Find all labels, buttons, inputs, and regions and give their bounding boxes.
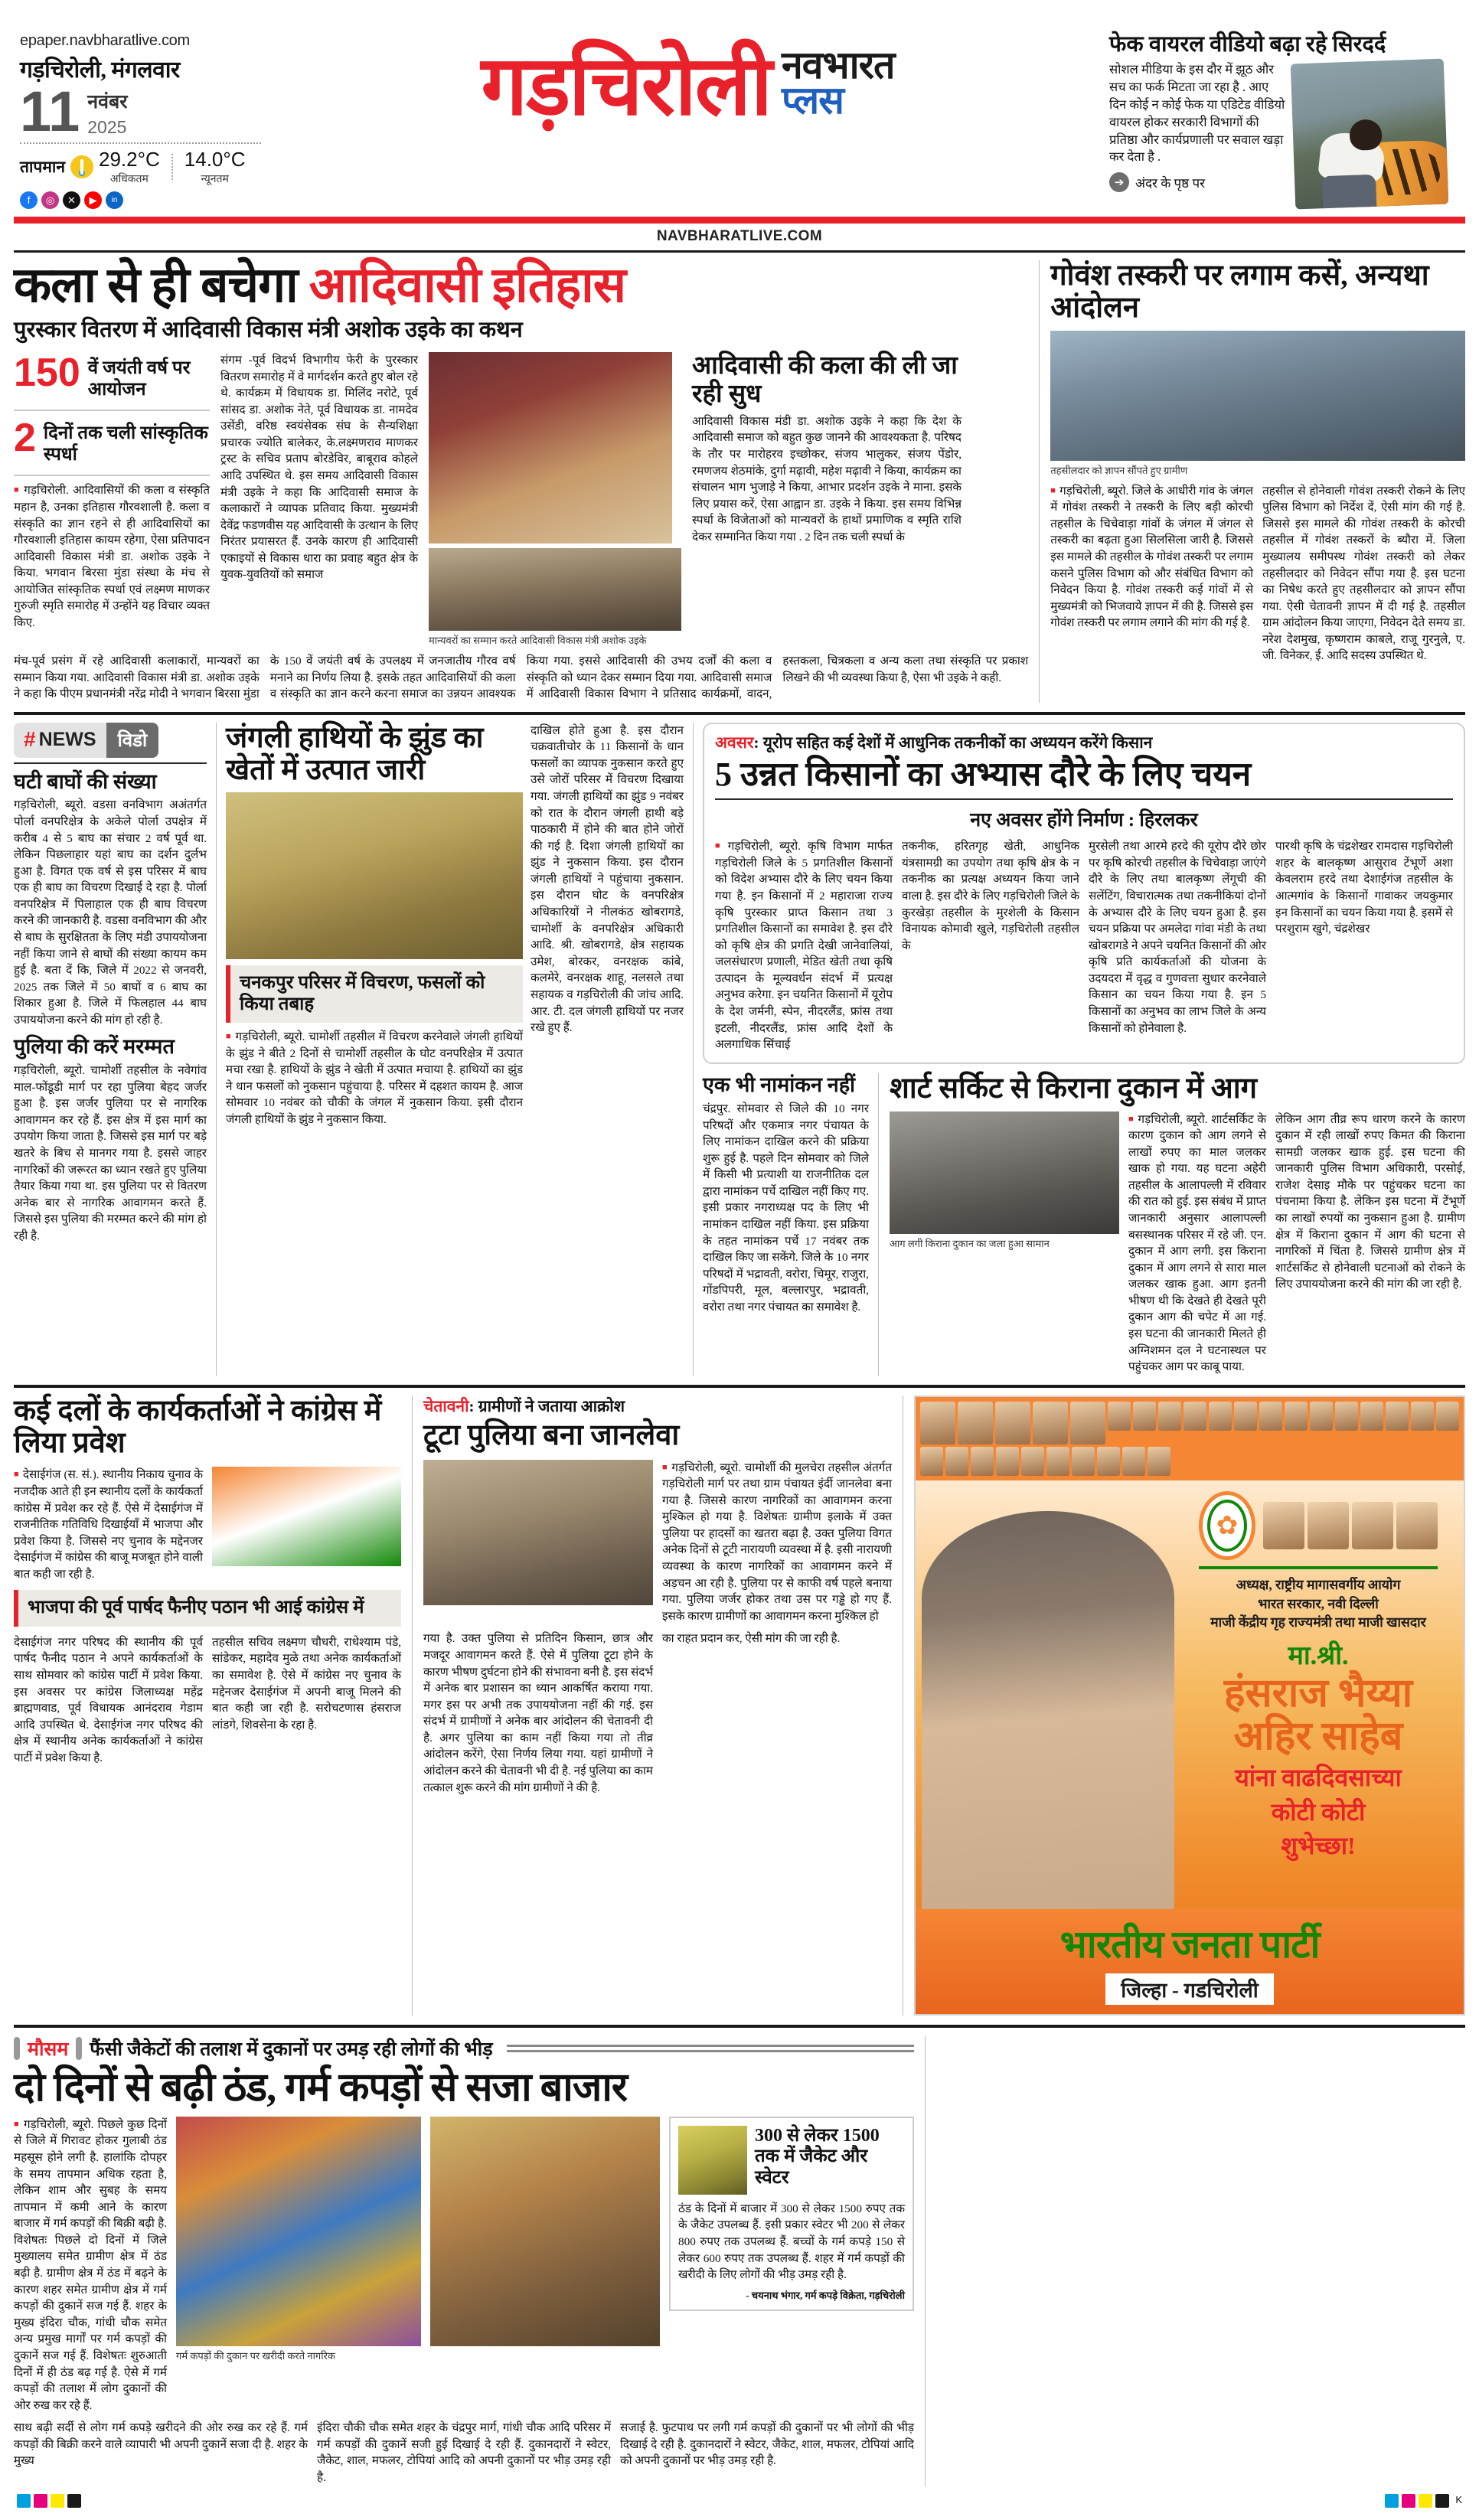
lead-column-3: मंच-पूर्व प्रसंग में रहे आदिवासी कलाकारों, मान्यवरों का सम्मान किया गया. आदिवासी विकास मंत्री डा. अशोक उइके ने कहा कि पीएम प्रधानमंत्री नरेंद्र मोदी ने भगवान बिरसा मुंडा के 150 वें जयंती वर्ष के उपलक्ष्य में जनजातीय गौरव वर्ष मनाने का निर्णय लिया है. इसके तहत आदिवासियों की कला व संस्कृति का ज्ञान करने करना समाज का उन्नयन आवश्यक किया गया. इससे आदिवासी की उभय दर्जों की कला व संस्कृति को ध्यान देकर सम्मान दिया गया. आदिवासी समाज में आदिवासी विकास विभाग ने प्रतिसाद कार्यक्रमों, वादन, हस्तकला, चित्रकला व अन्य कला तथा संस्कृति पर प्रकाश लिखने की भी व्यवस्था किया है, ऐसा भी उइके ने कही.: [14, 654, 1029, 701]
news-video-body: गड़चिरोली, ब्यूरो. वडसा वनविभाग अअंतर्गत पोर्ला वनपरिक्षेत्र के अकेले पोर्ला उपक्षेत्र में करीब 4 से 5 बाघ का संचार 2 वर्ष पूर्व था. लेकिन पिछलाहार यहां बाघ का दर्शन दुर्लभ हुआ है. विगत एक वर्ष से इस परिसर में बाघ एक ही बाघ का विचरण दिखाई दे रहा है. पोर्ला वनपरिक्षेत्र में पिलाहाल एक ही बाघ विचरण करने की जानकारी है. वडसा वनविभाग की और से बाघ के सुरक्षितता के लिए मंडी उपाययोजना नहीं किया जाने से बाघों की संख्या कायम कम हुई है. बता दें कि, जिले में 2022 से जनवरी, 2025 तक जिले में 50 बाघों व 6 बाघ का शिकार हुआ है. जिले में फिलहाल 44 बाघ उपाययोजना करने की मांग हो रही है.: [14, 798, 207, 1027]
price-box: [669, 2117, 914, 2414]
fire-col2: लेकिन आग तीव्र रूप धारण करने के कारण दुकान में रही लाखों रुपए किमत की किराना सामग्री जलकर खाक हुई. इस घटना की जानकारी पुलिस विभाग अधिकारी, परसोई, राजेश देसाइ मौके पर पहुंचकर घटना का पंचनामा किया है. लेकिन इस घटना में टेंभूर्णे का लाखों रुपयों का नुकसान हुआ है. ग्रामीण क्षेत्र में किराना दुकान में आग की घटना से नागरिकों में चिंता है. जिससे ग्रामीण क्षेत्र में शार्टसर्किट से होनेवाली घटनाओं को रोकने के लिए उपाययोजना करने की मांग की जा रही है.: [1275, 1112, 1465, 1291]
leader-thumb: [1386, 1402, 1409, 1431]
local-leader-thumb: [1396, 1502, 1438, 1549]
stat-number: 150: [14, 350, 80, 395]
lotus-icon: [1199, 1491, 1255, 1560]
lead-headline: [14, 260, 1028, 312]
date-day: 11: [20, 80, 80, 143]
elephant-col2-wrap: [523, 723, 684, 1376]
leader-thumb: [1209, 1402, 1232, 1431]
nomination-story: [703, 1073, 879, 1376]
farmers-col2: तकनीक, हरितगृह खेती, आधुनिक यंत्रसामग्री का उपयोग तथा कृषि क्षेत्र के न तकनीक का प्रत्यक्ष अध्ययन किया जाने वाला है. इस दौरे के लिए गड़चिरोली जिले के कुरखेड़ा तहसील के मुरशेली के किसान विनायक कोमावी खुले, गड़चिरोली तहसील के: [902, 840, 1079, 952]
right-middle-column: [703, 723, 1465, 1376]
lead-headline-black: कला से ही बचेगा: [14, 258, 309, 313]
masthead-logo: [266, 32, 1109, 132]
culvert-kicker: [423, 1395, 892, 1417]
bazaar-photo-block: [430, 2117, 660, 2414]
instagram-icon[interactable]: ◎: [41, 191, 59, 209]
leader-thumb: [1411, 1402, 1434, 1431]
temp-min-value: 14.0°C: [184, 148, 246, 171]
farmers-box: [703, 723, 1465, 1064]
stat-text: वें जयंती वर्ष पर आयोजन: [87, 357, 191, 400]
weather-tag: मौसम: [28, 2039, 69, 2060]
weather-kicker-row: [14, 2035, 914, 2061]
hash-icon: #: [24, 727, 36, 752]
leader-thumb: [1133, 1402, 1156, 1431]
page-footer: [14, 2486, 1465, 2520]
middle-band: [14, 715, 1465, 1376]
leader-thumb: [1360, 1402, 1383, 1431]
temp-max-value: 29.2°C: [99, 148, 160, 171]
cmyk-registration-marks-left: [17, 2494, 81, 2508]
local-leader-thumb: [1352, 1502, 1393, 1549]
leader-thumb: [1335, 1402, 1358, 1431]
leader-thumb: [1310, 1402, 1333, 1431]
masthead: [14, 0, 1465, 214]
jacket-photo: [678, 2126, 747, 2195]
cloth-shop-photo-block: [176, 2117, 421, 2414]
ad-designation-2: भारत सरकार, नवी दिल्ली: [1258, 1595, 1379, 1611]
facebook-icon[interactable]: f: [20, 191, 38, 209]
congress-callout: भाजपा की पूर्व पार्षद फैनीए पठान भी आई कांग्रेस में: [14, 1590, 401, 1626]
temp-max-label: अधिकतम: [109, 174, 149, 186]
leader-thumb: [1072, 1447, 1095, 1476]
farmers-kicker-red: अवसर: [715, 733, 754, 752]
temp-divider: [171, 154, 173, 180]
news-video-headline: घटी बाघों की संख्या: [14, 769, 157, 793]
thermometer-icon: [70, 155, 93, 178]
bar-icon-right: [76, 2037, 82, 2060]
ad-bottom-spill: [926, 2035, 1465, 2486]
memorandum-photo: [1050, 331, 1465, 461]
ad-party-name: भारतीय जनता पार्टी: [1059, 1922, 1320, 1966]
leader-thumb: [1108, 1402, 1131, 1431]
farmers-col4: पारथी कृषि के चंद्रशेखर रामदास गड़चिरोली शहर के बालकृष्ण आसुराव टेंभूर्णे अशा केवलराम हरदे तथा देशाईगंज तहसील के आत्मगांव के किसानों गावाकर जयकुमार इन किसानों का चयन किया गया है. इसमें से परशुराम खुगे, चंद्रशेखर: [1275, 840, 1453, 936]
weather-block: [20, 148, 266, 186]
temp-min-block: [184, 148, 246, 186]
date-month: नवंबर: [87, 91, 128, 113]
ad-main-body: [916, 1480, 1464, 1909]
farmers-subline: नए अवसर होंगे निर्माण : हिरलकर: [970, 810, 1198, 831]
congress-headline: कई दलों के कार्यकर्ताओं ने कांग्रेस में लिया प्रवेश: [14, 1394, 382, 1459]
leader-thumb: [1122, 1447, 1145, 1476]
temperature-label: तापमान: [20, 158, 65, 177]
leader-thumb: [1436, 1402, 1459, 1431]
logo-plus: प्लस: [781, 79, 844, 122]
culvert-col2: गया है. उक्त पुलिया से प्रतिदिन किसान, छात्र और मजदूर आवागमन करते हैं. ऐसे में पुलिया टूटा होने के कारण भीषण दुर्घटना होने की संभावना बनी है. इस संदर्भ में अनेक बार प्रशासन का ध्यान आकर्षित कराया गया. मगर इस पर अभी तक उपाययोजना नहीं की गई. इस संदर्भ में ग्रामीणों ने अनेक बार आंदोलन की चेतावनी दी है. अगर पुलिया का काम नहीं किया गया तो तीव्र आंदोलन करेंगे, ऐसा निर्णय लिया गया. यहां ग्रामीणों ने आंदोलन करने की चेतावनी भी दी है. नई पुलिया का काम तत्काल शुरू करने की मांग ग्रामीणों ने की है.: [423, 1632, 653, 1794]
man-with-tiger-photo: [1291, 59, 1449, 210]
bazaar-photo: [430, 2117, 660, 2346]
date-block: [20, 80, 266, 143]
twitter-x-icon[interactable]: ✕: [63, 191, 80, 209]
logo-navbharat: नवभारत: [781, 44, 895, 87]
elephant-story: [226, 723, 523, 1376]
leader-thumb: [1259, 1402, 1282, 1431]
news-tag: [14, 723, 106, 758]
promo-headline: फेक वायरल वीडियो बढ़ा रहे सिरदर्द: [1109, 32, 1386, 57]
lead-sidebar: [692, 352, 962, 647]
lead-subhead: पुरस्कार वितरण में आदिवासी विकास मंत्री अशोक उइके का कथन: [14, 317, 523, 342]
ad-wish-line3: शुभेच्छा!: [1281, 1832, 1356, 1860]
lead-column-2: संगम -पूर्व विदर्भ विभागीय फेरी के पुरस्कार वितरण समारोह में वे मार्गदर्शन करते हुए बोल रहे थे. कार्यक्रम में विधायक डा. मिलिंद नरोटे, पूर्व सांसद डा. अशोक नेते, पूर्व विधायक डा. नामदेव उसेंडी, वरिष्ठ स्वयंसेवक संघ के सैन्यशिक्षा प्रचारक ज्योति बालेकर, के.लक्ष्मणराव माणकर ट्रस्ट के सचिव प्रताप बोरडेविर, बाबूराव कोहले आदि उपस्थित थे. इस समय आदिवासी विकास मंत्री उइके ने कहा कि आदिवासी समाज के कलाकारों ने व्यापक प्रतिवाद किया. मुख्यमंत्री देवेंद्र फडणवीस यह आदिवासी के उत्थान के लिए निरंतर प्रयासरत हैं. उनके कारण ही आदिवासी एकाइयों से विकास धारा का प्रवाह बहुत क्षेत्र के युवक-युवतियों को समाज: [220, 353, 418, 582]
congress-story: [14, 1395, 412, 2016]
lead-photo-block: [429, 352, 681, 647]
lead-section: [14, 253, 1465, 703]
news-video-tag[interactable]: [14, 723, 158, 758]
farmers-kicker-rest: : यूरोप सहित कई देशों में आधुनिक तकनीकों का अध्ययन करेंगे किसान: [753, 733, 1153, 752]
leader-thumb: [1234, 1402, 1257, 1431]
farmers-headline: 5 उन्नत किसानों का अभ्यास दौरे के लिए चयन: [715, 755, 1252, 793]
leader-thumb: [996, 1447, 1019, 1476]
elephant-col1: ■ गड़चिरोली, ब्यूरो. चामोर्शी तहसील में विचरण करनेवाले जंगली हाथियों के झुंड ने बीते 2 दिनों से चामोर्शी तहसील के घोट वनपरिक्षेत्र में उत्पात मचा रखा है. हाथियों के झुंड ने खेती में उत्पात मचाया है. हाथियों का झुंड ने धान फसलों को नुकसान पहुंचाया है. परिसर में दहशत कायम है. आज सोमवार 10 नवंबर को चौकी के जंगल में नुकसान किया. इसी दौरान जंगली हाथियों के झुंड ने नुकसान किया.: [226, 1029, 523, 1128]
lead-main: [14, 260, 1039, 703]
fire-photo-caption: आग लगी किराना दुकान का जला हुआ सामान: [890, 1237, 1050, 1249]
weather-caption-1: गर्म कपड़ों की दुकान पर खरीदी करते नागरिक: [176, 2349, 335, 2362]
culvert-photo-block: [423, 1460, 653, 1625]
ad-divider: [1199, 1566, 1438, 1569]
ad-honorific: मा.श्री.: [1288, 1642, 1349, 1671]
leader-thumb: [1033, 1402, 1068, 1444]
culvert-repair-body: गड़चिरोली, ब्यूरो. चामोर्शी तहसील के नवेगांव माल-फोंडूडी मार्ग पर रहा पुलिया बेहद जर्जर हुआ है. इस जर्जर पुलिया पर से नागरिक आवागमन कर रहे हैं. इस क्षेत्र में इस मार्ग का उपयोग किया जाता है. जिससे इस मार्ग पर बड़े खतरे के बिच से मानगर गया है. इससे जाहर नागरिकों की जरूरत का ध्यान रखते हुए पुलिया तैयार किया गया था. इस पुलिया पर से वितरण अनेक बार से नागरिक आवागमन करते हैं. जिससे इस पुलिया की मरम्मत करने की मांग हो रही है.: [14, 1064, 207, 1242]
weather-col4: सजाई है. फुटपाथ पर लगी गर्म कपड़ों की दुकानों पर भी लोगों की भीड़ दिखाई दे रही है. दुकानदारों ने स्वेटर, जैकेट, शाल, मफलर, टोपियां आदि को अपनी दुकानों पर भीड़ उमड़ रही है.: [620, 2421, 914, 2468]
elephant-col2: दाखिल होते हुआ है. इस दौरान चक्रवातीचोर के 11 किसानों के धान फसलों का व्यापक नुकसान करते हुए उसे जोरों परिसर में विचरण दिखाया गया. जंगली हाथियों का झुंड 9 नवंबर को रात के दौरान जंगली हाथी बड़े पाठकारी में होने की बात होने जोरों की गई है. दिशा जंगली हाथियों का झुंड ने नुकसान किया. इस दौरान जंगली हाथियों ने पहुंचाया नुकसान. इस दौरान घोट के वनपरिक्षेत्र अधिकारियों ने नीलकंठ खोबरागडे, चामोर्शी के वनपरिक्षेत्र अधिकारी आदि. श्री. खोबरागडे, क्षेत्र सहायक उमेश, बोरकर, वनरक्षक कांबे, कलमेरे, वनरक्षक शाहू, नलसले तथा सहायक व गड़चिरोली की जांच आदि. आर. टी. दल जंगली हाथियों पर नजर रखे हुए हैं.: [531, 723, 684, 1035]
leader-thumb: [1046, 1447, 1069, 1476]
weather-kicker: फैंसी जैकेटों की तलाश में दुकानों पर उमड़ रही लोगों की भीड़: [90, 2039, 493, 2060]
culvert-story: [413, 1395, 903, 2016]
lead-headline-red: आदिवासी इतिहास: [309, 258, 626, 313]
promo-text: सोशल मीडिया के इस दौर में झूठ और सच का फर्क मिटता जा रहा है . आए दिन कोई न कोई फेक या एडिटेड वीडियो वायरल होकर सरकारी विभागों की प्रतिष्ठा और कार्यप्रणाली पर सवाल खड़ा कर देता है .: [1109, 62, 1285, 165]
linkedin-icon[interactable]: in: [106, 191, 123, 209]
leader-thumb: [995, 1402, 1030, 1444]
congress-dek: ■ देसाईगंज (स. सं.). स्थानीय निकाय चुनाव के नजदीक आते ही इन स्थानीय दलों के कार्यकर्ता कांग्रेस में प्रवेश कर रहे हैं. ऐसे में देसाईगंज में राजनीतिक गतिविधि दिखाईयाँ में भाजपा और प्रवेश किया है. जिससे नए चुनाव के मद्देनजर देसाईगंज में कांग्रेस की बाजू मजबूत होने वाली बात कही जा रही है.: [14, 1467, 203, 1582]
news-tag-label: NEWS: [38, 728, 96, 750]
lead-stats: [14, 352, 210, 647]
broken-culvert-photo: [423, 1460, 653, 1605]
cmyk-registration-marks-right: [1385, 2494, 1462, 2508]
fire-story: [879, 1073, 1465, 1376]
ad-leaders-strip: [916, 1397, 1464, 1480]
fire-headline: शार्ट सर्किट से किराना दुकान में आग: [890, 1072, 1257, 1105]
stat-text: दिनों तक चली सांस्कृतिक स्पर्धा: [43, 423, 208, 465]
leader-thumb: [920, 1447, 943, 1476]
promo-box[interactable]: [1109, 32, 1465, 207]
local-leader-thumb: [1308, 1502, 1349, 1549]
video-tag-label[interactable]: विडो: [106, 723, 159, 758]
leader-thumb: [1184, 1402, 1206, 1431]
promo-more-label[interactable]: अंदर के पृष्ठ पर: [1135, 175, 1206, 191]
date-year: 2025: [87, 117, 127, 138]
leader-thumb: [1070, 1402, 1105, 1444]
local-leader-thumb: [1263, 1502, 1304, 1549]
man-shape: [1317, 99, 1395, 208]
farmers-kicker: [715, 732, 1453, 753]
leader-thumb: [1148, 1447, 1170, 1476]
award-ceremony-photo: [429, 352, 672, 543]
stat-number: 2: [14, 416, 36, 461]
fire-photo-block: [890, 1111, 1119, 1376]
leader-thumb: [1285, 1402, 1308, 1431]
nomination-headline: एक भी नामांकन नहीं: [703, 1072, 856, 1096]
stat-item: [14, 417, 210, 468]
weather-market-section: [14, 2028, 1465, 2486]
ad-designation-1: अध्यक्ष, राष्ट्रीय मागासवर्गीय आयोग: [1236, 1576, 1401, 1592]
temp-min-label: न्यूनतम: [201, 174, 229, 186]
price-box-head: 300 से लेकर 1500 तक में जैकेट और स्वेटर: [755, 2125, 880, 2188]
leader-thumb: [958, 1402, 993, 1444]
weather-col2: साथ बढ़ी सर्दी से लोग गर्म कपड़े खरीदने की ओर रुख कर रहे हैं. गर्म कपड़ों की बिक्री करने वाले व्यापारी भी अपनी दुकानें सजा दी है. शहर के मुख्य: [14, 2421, 308, 2468]
lead-sidebar-body: आदिवासी विकास मंडी डा. अशोक उइके ने कहा कि देश के आदिवासी समाज को बहुत कुछ जानने की आवश्यकता है. परिषद के तौर पर मारोहरव इच्छोकर, संजय भालुकर, संजय पेंडोर, रमणजय शेठमांके, दुर्गा मढ़ावी, महेश मढ़ावी ने किया, कार्यक्रम का संचालन भाग भुजाड़े ने किया, आभार प्रदर्शन उइके ने माना. इसके लिए प्रयास करें, ऐसा आह्वान डा. उइके ने किया. इस समय विभिन्न स्पर्धा के विजेताओं को मान्यवरों के हाथों प्रमाणिक व स्मृति राशि देकर सम्मानित किया गया . 2 दिन तक चली स्पर्धा के: [692, 414, 962, 543]
lower-band: [14, 1388, 1465, 2016]
culvert-col3: का राहत प्रदान कर, ऐसी मांग की जा रही है.: [662, 1632, 841, 1646]
stat-item: [14, 352, 210, 403]
culvert-kicker-rest: : ग्रामीणों ने जताया आक्रोश: [469, 1396, 625, 1415]
ad-wish-line1: यांना वाढदिवसाच्या: [1235, 1764, 1402, 1792]
culvert-repair-headline: पुलिया की करें मरम्मत: [14, 1035, 175, 1059]
leader-thumb: [920, 1402, 955, 1444]
hansraj-ahir-portrait: [922, 1511, 1174, 1909]
fire-band: [703, 1073, 1465, 1376]
news-video-column: [14, 723, 207, 1376]
nomination-body: चंद्रपुर. सोमवार से जिले की 10 नगर परिषदों और एकमात्र नगर पंचायत के लिए नामांकन दाखिल करने की प्रक्रिया शुरू हुई है. पहले दिन सोमवार को जिले में किसी भी प्रत्याशी या राजनीतिक दल द्वारा नामांकन पर्चे दाखिल नहीं किए गए. इसी प्रकार नगराध्यक्ष पद के लिए भी नामांकन दाखिल नहीं किया. इस प्रक्रिया के तहत नामांकन पर्चे 17 नवंबर तक दाखिल किए जा सकेंगे. जिले के 10 नगर परिषदों में भद्रावती, वरोरा, चिमूर, राजुरा, गोंडपिपरी, मूल, बल्लारपुर, भद्रावती, वरोरा तथा नगर पंचायत का समावेश है.: [703, 1102, 869, 1314]
congress-col2: तहसील सचिव लक्ष्मण चौधरी, राधेश्याम पंडे, सांडेकर, महादेव मुळे तथा अनेक कार्यकर्ताओं का समावेश है. ऐसे में कांग्रेस नए चुनाव के मद्देनजर देसाईगंज में अपनी बाजू मिलने की बात कही जा रही है. सरोचटणास हंसराज लांडगे, शिवसेना के रहा है.: [212, 1635, 401, 1732]
weather-col1: ■ गड़चिरोली, ब्यूरो. पिछले कुछ दिनों से जिले में गिरावट होकर गुलाबी ठंड महसूस होने लगी है. हालांकि दोपहर के समय तापमान अधिक रहता है, लेकिन शाम और सुबह के समय तापमान में कमी आने के कारण बाजार में गर्म कपड़ों की बिक्री बढ़ी है. विशेषतः पिछले दो दिनों में जिले मुख्यालय समेत ग्रामीण क्षेत्र में ठंड बढ़ी है. ग्रामीण क्षेत्र में ठंड में बढ़ने के कारण शहर समेत ग्रामीण क्षेत्र में गर्म कपड़ों की दुकानें सज गई हैं. शहर के मुख्य इंदिरा चौक, गांधी चौक समेत अन्य प्रमुख मार्गों पर गर्म कपड़ों की दुकानें सज गई हैं. विशेषतः शुरुआती दिनों में ही ठंड बढ़ गई है. ऐसे में गर्म कपड़ों की तलाश में लोग दुकानों की ओर रुख कर रहे हैं.: [14, 2117, 167, 2414]
leader-thumb: [945, 1447, 968, 1476]
congress-flag-photo: [212, 1467, 401, 1566]
elephant-headline: जंगली हाथियों के झुंड का खेतों में उत्पात जारी: [226, 721, 484, 786]
haystack-field-photo: [226, 792, 523, 959]
right-top-caption: तहसीलदार को ज्ञापन सौंपते हुए ग्रामीण: [1050, 464, 1188, 476]
temp-max-block: [99, 148, 160, 186]
lead-sidebar-headline: आदिवासी की कला की ली जा रही सुध: [692, 351, 958, 408]
ad-district: जिल्हा - गडचिरोली: [1105, 1973, 1274, 2005]
fire-col1: ■ गड़चिरोली, ब्यूरो. शार्टसर्किट के कारण दुकान को आग लगने से लाखों रुपए का माल जलकर खाक हो गया. यह घटना अहेरी तहसील के आलापल्ली में रविवार की रात को हुई. इस संबंध में प्राप्त जानकारी अनुसार आलापल्ली बसस्थानक परिसर में रहे जी. एन. दुकान में आग लगी. इस किराना दुकान में आग लगने से सारा माल जलकर खाक हुआ. आग इतनी भीषण थी कि देखते ही देखते पूरी दुकान आग की चपेट में आ गई. इस घटना की जानकारी मिलते ही अग्निशमन दल ने घटनास्थल पर पहुंचकर आग पर काबू पाया.: [1128, 1111, 1266, 1376]
youtube-icon[interactable]: ▶: [84, 191, 102, 209]
ad-designation-3: माजी केंद्रीय गृह राज्यमंत्री तथा माजी खासदार: [1210, 1614, 1426, 1630]
weather-headline: दो दिनों से बढ़ी ठंड, गर्म कपड़ों से सजा बाजार: [14, 2065, 628, 2110]
burnt-shop-photo: [890, 1111, 1119, 1234]
culvert-kicker-red: चेतावनी: [423, 1396, 469, 1415]
logo-title: गड़चिरोली: [481, 41, 771, 132]
audience-photo: [429, 548, 681, 631]
stat-divider: [14, 475, 210, 476]
leader-thumb: [1021, 1447, 1044, 1476]
cloth-shop-photo: [176, 2117, 421, 2346]
edition-city-day: गड़चिरोली, मंगलवार: [20, 57, 180, 83]
farmers-col1: ■ गड़चिरोली, ब्यूरो. कृषि विभाग मार्फत गड़चिरोली जिले के 5 प्रगतिशील किसानों को विदेश अभ्यास दौरे के लिए चयन किया गया है. इन किसानों में 2 महाराजा राज्य कृषि पुरस्कार प्राप्त किसान तथा 3 प्रगतिशील किसानों का समावेश है. इस दौरे को कृषि क्षेत्र की प्रगति देखी जानेवालियां, जलसंधारण प्रणाली, मेडित खेती तथा कृषि उत्पादन के मूल्यवर्धन संदर्भ में प्रत्यक्ष अनुभव करेगा. इन चयनित किसानों में यूरोप के देश जर्मनी, स्पेन, नीदरलैंड, फ्रांस तथा इटली, नीदरलैंड, फ्रांस आदि देशों के अलगाधिक सिंचाई: [715, 838, 893, 1053]
rule-decoration: [507, 2045, 914, 2052]
site-url-bar[interactable]: NAVBHARATLIVE.COM: [14, 224, 1465, 253]
ad-local-leaders: [1263, 1502, 1438, 1549]
bjp-birthday-advertisement[interactable]: [914, 1395, 1465, 2016]
lead-photo-caption: मान्यवरों का सम्मान करते आदिवासी विकास मंत्री अशोक उइके: [429, 634, 647, 646]
ad-footer: [916, 1909, 1464, 2014]
congress-col1: देसाईगंज नगर परिषद की स्थानीय की पूर्व पार्षद फैनीद पठान ने अपने कार्यकर्ताओं के साथ सोमवार को कांग्रेस पार्टी में प्रवेश किया. इस अवसर पर कांग्रेस जिलाध्यक्ष महेंद्र ब्राह्मणवाड, पूर्व विधायक आनंदराव गेडाम आदि उपस्थित थे. देसाईगंज नगर परिषद की क्षेत्र में स्थानीय अनेक कार्यकर्ताओं ने कांग्रेस पार्टी में प्रवेश किया है.: [14, 1635, 203, 1764]
culvert-headline: टूटा पुलिया बना जानलेवा: [423, 1418, 680, 1451]
arrow-right-icon: ➔: [1109, 172, 1129, 192]
ad-wish-line2: कोटी कोटी: [1271, 1797, 1366, 1826]
leader-thumb: [1158, 1402, 1181, 1431]
right-top-col2: तहसील से होनेवाली गोवंश तस्करी रोकने के लिए पुलिस विभाग को निर्देश दें, ऐसी मांग की गई है. जिससे इस मामले की गोवंश तस्करी के कोरची तहसील में गोवंश तस्करों के ब्यौरा में. जिला मुख्यालय समीपस्थ गोवंश तस्करी को लेकर तहसीलदार को निवेदन सौंपा गया है. इस घटना का निषेध करते हुए तहसीलदार को ज्ञापन सौंपा गया. ऐसी चेतावनी ज्ञापन में दी गई है. तहसील ग्राम आंदोलन किया जाएगा, निवेदन देते समय डा. नरेश देशमुख, कृष्णराम काबले, राजू गुरनुले, ए. जी. विनेकर, ई. आदि सदस्य उपस्थित थे.: [1262, 484, 1465, 663]
ad-name-line2: अहिर साहेब: [1233, 1715, 1403, 1759]
leader-thumb: [971, 1447, 994, 1476]
bar-icon-left: [14, 2037, 20, 2060]
farmers-col3: मुरसेली तथा आरमे हरदे की यूरोप दौरे छोर पर कृषि कोरची तहसील के चिचेवाड़ा जाएंगे दौरे के लिए तथा बालकृष्ण लेंगूची की सलेंटिंग, विचारात्मक तथा तकनीकियां दोनों के अभ्यास दौरे के लिए चयन हुआ है. इस चयन प्रक्रिया पर अमलेदा गांवा मंडी के तथा खोबरागडे ने अपने चयनित किसानों की ओर कृषि प्रति कार्यकर्ताओं की योजना के उदयदरा में वृद्ध व गुणवत्ता सुधार करनेवाले किसान का चयन किया गया है. इन 5 किसानों का अनुभव का लाभ जिले के अन्य किसानों को होनेवाला है.: [1089, 840, 1266, 1035]
lead-byline-para: ■ गड़चिरोली. आदिवासियों की कला व संस्कृति महान है, उनका इतिहास गौरवशाली है. कला व संस्कृति का ज्ञान रहने से ही आदिवासियों का गौरवशाली इतिहास कायम रहेगा, ऐसा प्रतिपादन आदिवासी विकास मंत्री डा. अशोक उइके ने किया. भगवान बिरसा मुंडा संस्था के मंच से आयोजित सांस्कृतिक स्पर्धा एवं लक्ष्मण माणकर गुरुजी स्मृति समारोह में उन्होंने यह विचार व्यक्त किए.: [14, 482, 210, 631]
price-box-body: ठंड के दिनों में बाजार में 300 से लेकर 1500 रुपए तक के जैकेट उपलब्ध हैं. इसी प्रकार स्वेटर भी 200 से लेकर 800 रुपए तक उपलब्ध हैं. बच्चों के गर्म कपड़े 150 से लेकर 600 रुपए तक उपलब्ध हैं. शहर में गर्म कपड़ों की खरीदी के लिए लोगों की भीड़ उमड़ रही है.: [678, 2202, 905, 2282]
weather-col3: इंदिरा चौकी चौक समेत शहर के चंद्रपुर मार्ग, गांधी चौक आदि परिसर में गर्म कपड़ों की दुकानें सजी हुई दिखाई दे रही हैं. दुकानदारों ने स्वेटर, जैकेट, शाल, मफलर, टोपियां आदि को अपनी दुकानों पर भीड़ उमड़ रही है.: [317, 2421, 611, 2484]
right-top-story: [1039, 260, 1465, 703]
epaper-url[interactable]: epaper.navbharatlive.com: [20, 32, 190, 49]
price-box-credit: - चयनाथ भंगार, गर्म कपड़े विक्रेता, गड़चिरोली: [746, 2289, 905, 2301]
masthead-left: [14, 32, 266, 209]
social-links[interactable]: [20, 191, 266, 209]
right-top-col1: ■ गड़चिरोली, ब्यूरो. जिले के आधीरी गांव के जंगल में गोवंश तस्करी ने तस्करी के लिए बड़ी कोरची तहसील के चिचेवाड़ा गांवों के जंगल में जंगल से तस्करी का बढ़ता हुआ सिलसिला जारी है. जिससे इस मामले की तहसील के गोवंश तस्करी पर लगाम कसने पुलिस विभाग को और संबंधित विभाग को निवेदन किया है. गोवंश तस्करी कई गांवों में से मुख्यमंत्री को भिजवाये ज्ञापन में की है. जिससे इस गोवंश तस्करी पर लगाम लगाने की मांग की गई है.: [1050, 483, 1253, 664]
right-top-headline: गोवंश तस्करी पर लगाम कसें, अन्यथा आंदोलन: [1050, 260, 1429, 324]
elephant-callout: चनकपुर परिसर में विचरण, फसलों को किया तबाह: [226, 965, 523, 1023]
ad-name-line1: हंसराज भैय्या: [1223, 1672, 1413, 1716]
culvert-col1: ■ गड़चिरोली, ब्यूरो. चामोर्शी की मुलचेरा तहसील अंतर्गत गड़चिरोली मार्ग पर तथा ग्राम पंचायत इंर्दी जानलेवा बना गया है. जिससे कारण नागरिकों का आवागमन करना मुश्किल हो गया है. विशेषतः ग्रामीण इलाके में उक्त पुलिया पर हादसों का खतरा बढ़ा है. उक्त पुलिया विगत अनेक दिनों से टूटी नारायणी व्यवस्था में है. इसी नारायणी व्यवस्था के कारण नागरिकों का आवागमन करने में अड़चन आ रही है. पुलिया पर से काफी वर्ष पहले बनाया गया. पुलिया जर्जर होकर तथा उस पर गड्ढे हो गए हैं. इसके कारण ग्रामीणों का आवागमन करना मुश्किल हो: [662, 1460, 892, 1625]
leader-thumb: [1097, 1447, 1120, 1476]
stat-divider: [14, 410, 210, 411]
plate-mark: K: [1455, 2493, 1462, 2505]
masthead-red-rule: [14, 217, 1465, 224]
